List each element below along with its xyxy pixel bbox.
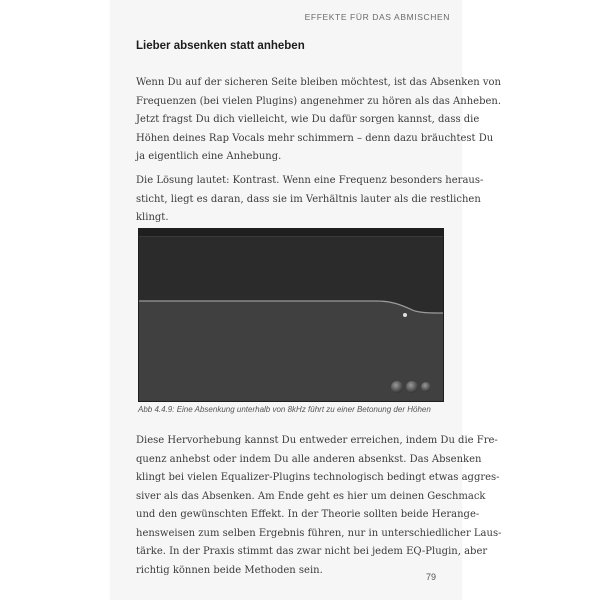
paragraph-line: Wenn Du auf der sicheren Seite bleiben möchtest, ist das Absenken von [136, 77, 501, 88]
paragraph-line: und den gewünschten Effekt. In der Theorie sollten beide Herange- [136, 509, 480, 520]
page-number: 79 [425, 572, 436, 582]
paragraph-line: Frequenzen (bei vielen Plugins) angenehmer zu hören als das Anheben. [136, 95, 502, 107]
paragraph-line: richtig können beide Methoden sein. [136, 564, 323, 576]
paragraph-line: klingt. [136, 212, 169, 223]
section-title: Lieber absenken statt anheben [136, 40, 305, 52]
eq-curve-graph [139, 229, 443, 401]
running-header: EFFEKTE FÜR DAS ABMISCHEN [304, 12, 450, 22]
paragraph-line: hensweisen zum selben Ergebnis führen, nur in unterschiedlicher Laus- [136, 527, 502, 539]
paragraph-line: Höhen deines Rap Vocals mehr schimmern – denn dazu bräuchtest Du [136, 132, 494, 144]
paragraph-2 [136, 172, 484, 228]
paragraph-3 [136, 432, 502, 580]
knob-icon [406, 381, 418, 393]
paragraph-line: klingt bei vielen Equalizer-Plugins technologisch bedingt etwas aggres- [136, 472, 500, 483]
eq-plugin-screenshot [138, 228, 444, 402]
paragraph-line: siver als das Absenken. Am Ende geht es hier um deinen Geschmack [136, 490, 486, 502]
knob-icon [421, 382, 431, 392]
eq-band-handle [403, 313, 407, 317]
paragraph-line: ja eigentlich eine Anhebung. [136, 151, 282, 162]
paragraph-1 [136, 74, 502, 167]
paragraph-line: Diese Hervorhebung kannst Du entweder erreichen, indem Du die Fre- [136, 435, 498, 446]
paragraph-line: sticht, liegt es daran, dass sie im Verhältnis lauter als die restlichen [136, 193, 481, 205]
book-page [110, 0, 502, 600]
knob-icon [391, 381, 403, 393]
paragraph-line: Jetzt fragst Du dich vielleicht, wie Du dafür sorgen kannst, dass die [136, 114, 480, 125]
paragraph-line: quenz anhebst oder indem Du alle anderen absenkst. Das Absenken [136, 453, 482, 465]
paragraph-line: Die Lösung lautet: Kontrast. Wenn eine Frequenz besonders heraus- [136, 175, 484, 186]
paragraph-line: tärke. In der Praxis stimmt das zwar nicht bei jedem EQ-Plugin, aber [136, 546, 488, 557]
figure-caption: Abb 4.4.9: Eine Absenkung unterhalb von 8kHz führt zu einer Betonung der Höhen [138, 405, 431, 414]
